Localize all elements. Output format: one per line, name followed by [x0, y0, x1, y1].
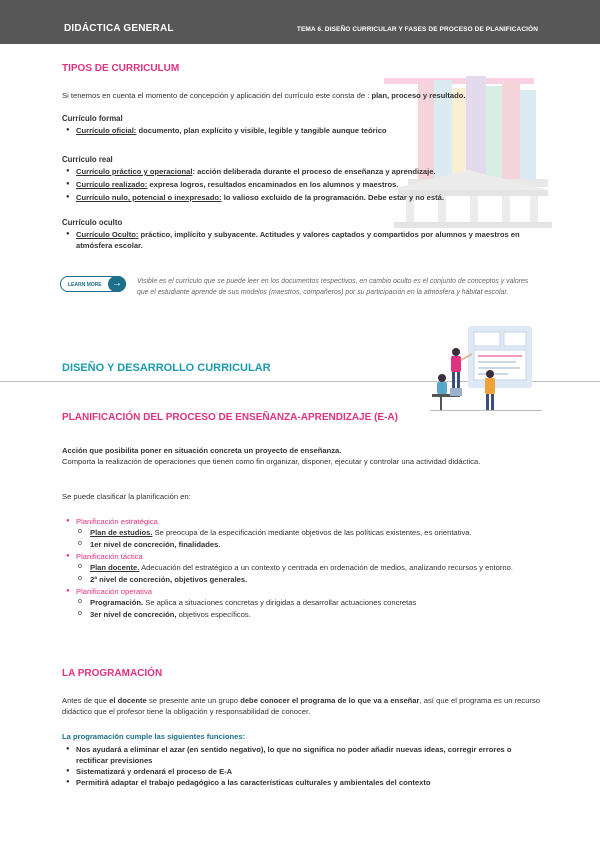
planificacion-classify: Se puede clasificar la planificación en: — [62, 492, 191, 501]
section-title-programacion: LA PROGRAMACIÓN — [62, 668, 163, 679]
funciones-heading: La programación cumple las siguientes funciones: — [62, 732, 246, 741]
formal-list — [66, 125, 540, 138]
list-item: o 3er nivel de concreción, objetivos específicos. — [78, 609, 540, 620]
team-planning-illustration — [428, 322, 544, 414]
list-item: ● Currículo práctico y operacional: acción deliberada durante el proceso de enseñanza y aprendizaje. — [66, 166, 540, 177]
arrow-right-icon: → — [108, 276, 126, 292]
list-item: ● Planificación táctica o Plan docente. Adecuación del estratégico a un contexto y centrada en ordenación de medios, analizando recursos y entorno. o 2º nivel de concreción, objetivos generales. — [66, 551, 540, 585]
planificacion-lead: Acción que posibilita poner en situación concreta un proyecto de enseñanza. — [62, 446, 342, 455]
section-title-planificacion: PLANIFICACIÓN DEL PROCESO DE ENSEÑANZA-APRENDIZAJE (E-A) — [62, 412, 398, 423]
list-item: ● Currículo Oculto: práctico, implícito y subyacente. Actitudes y valores captados y compartidos por alumnos y maestros en atmósfera escolar. — [66, 229, 540, 251]
tipos-intro: Si tenemos en cuenta el momento de concepción y aplicación del currículo este consta de : plan, proceso y resultado. — [62, 91, 466, 100]
section-title-tipos: TIPOS DE CURRICULUM — [62, 63, 180, 74]
oculto-heading: Currículo oculto — [62, 218, 123, 227]
list-item: ● Planificación operativa o Programación. Se aplica a situaciones concretas y dirigidas a desarrollar actuaciones concretas o 3er nivel de concreción, objetivos específicos. — [66, 586, 540, 620]
learn-more-button[interactable]: LEARN MORE → — [60, 276, 126, 292]
list-item: ● Currículo realizado: expresa logros, resultados encaminados en los alumnos y maestros. — [66, 179, 540, 190]
funciones-list — [66, 744, 540, 788]
list-item: o Plan docente. Adecuación del estratégico a un contexto y centrada en ordenación de medios, analizando recursos y entorno. — [78, 562, 540, 573]
list-item: ● Sistematizará y ordenará el proceso de E-A — [66, 766, 540, 777]
list-item: ● Permitirá adaptar el trabajo pedagógico a las características culturales y ambientales del contexto — [66, 777, 540, 788]
planificacion-text: Comporta la realización de operaciones que tienen como fin organizar, disponer, ejecutar y controlar una actividad didáctica. — [62, 457, 481, 466]
learn-more-note: Visible es el currículo que se puede leer en los documentos respectivos, en cambio oculto es el conjunto de conceptos y valores que el estudiante aprende de sus modelos (maestros, compañeros) por su participación en la atmósfera y hábitat escolar. — [137, 278, 529, 296]
list-item: o 1er nivel de concreción, finalidades. — [78, 539, 540, 550]
oculto-list — [66, 229, 540, 253]
header-subject: DIDÁCTICA GENERAL — [64, 23, 174, 34]
list-item: o Plan de estudios. Se preocupa de la especificación mediante objetivos de las políticas existentes, es orientativa. — [78, 527, 540, 538]
header-topic: TEMA 6. DISEÑO CURRICULAR Y FASES DE PROCESO DE PLANIFICACIÓN — [296, 26, 538, 33]
list-item: ● Planificación estratégica o Plan de estudios. Se preocupa de la especificación mediante objetivos de las políticas existentes, es orientativa. o 1er nivel de concreción, finalidades. — [66, 516, 540, 550]
programacion-intro: Antes de que el docente se presente ante un grupo debe conocer el programa de lo que va a enseñar, así que el programa es un recurso didáctico que el profesor tiene la obligación y responsabilidad de conocer. — [62, 696, 540, 716]
formal-heading: Currículo formal — [62, 114, 123, 123]
list-item: o 2º nivel de concreción, objetivos generales. — [78, 574, 540, 585]
real-heading: Currículo real — [62, 155, 113, 164]
real-list — [66, 166, 540, 205]
section-title-diseno: DISEÑO Y DESARROLLO CURRICULAR — [62, 362, 271, 374]
list-item: ● Currículo oficial: documento, plan explícito y visible, legible y tangible aunque teórico — [66, 125, 540, 136]
planificacion-list — [66, 516, 540, 621]
list-item: ● Nos ayudará a eliminar el azar (en sentido negativo), lo que no significa no poder añadir nuevas ideas, corregir errores o rectificar previsiones — [66, 744, 540, 766]
list-item: ● Currículo nulo, potencial o inexpresado: lo valioso excluido de la programación. Debe estar y no está. — [66, 192, 540, 203]
page-header — [0, 0, 600, 44]
list-item: o Programación. Se aplica a situaciones concretas y dirigidas a desarrollar actuaciones concretas — [78, 597, 540, 608]
